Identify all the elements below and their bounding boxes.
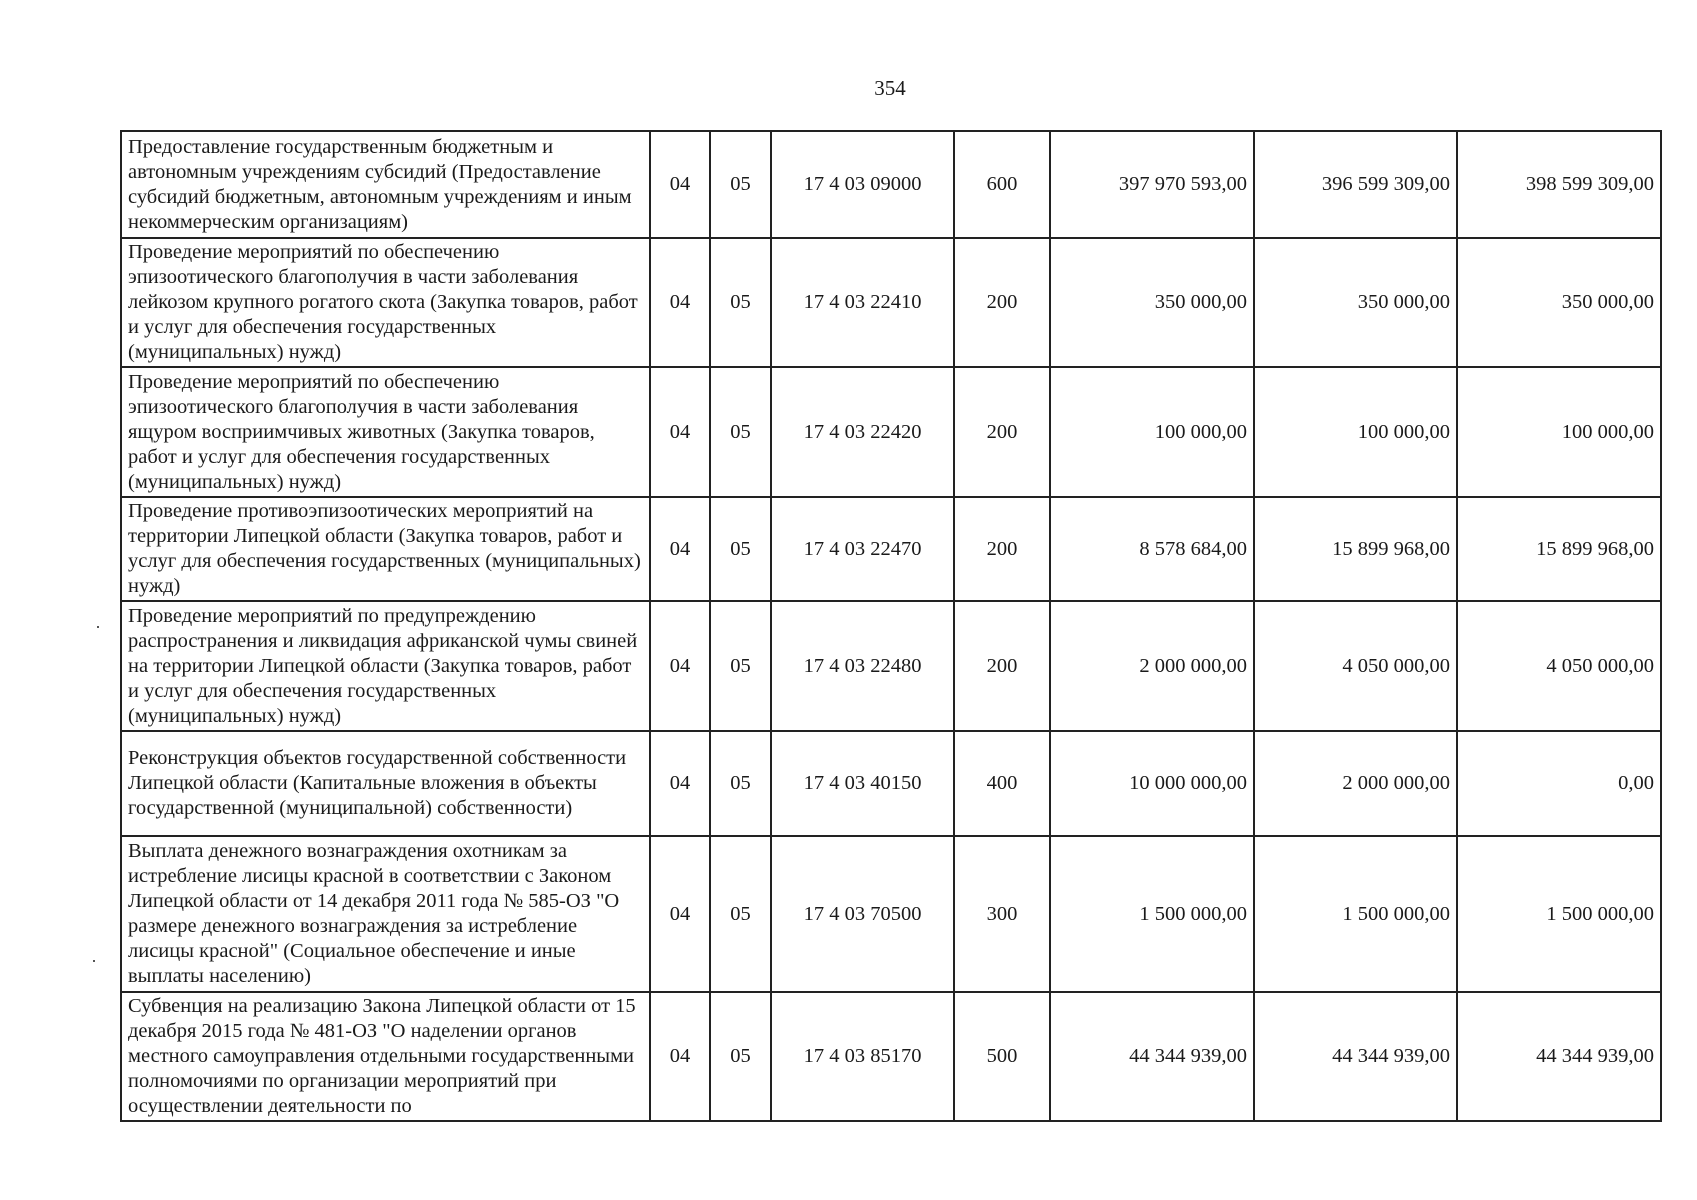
table-row	[121, 238, 1661, 367]
subsection-code: 05	[710, 238, 771, 367]
amount-year-1: 10 000 000,00	[1050, 731, 1254, 836]
section-code: 04	[650, 497, 710, 601]
amount-year-3: 15 899 968,00	[1457, 497, 1661, 601]
expense-type-code: 600	[954, 131, 1050, 238]
row-description: Субвенция на реализацию Закона Липецкой области от 15 декабря 2015 года № 481-ОЗ "О наделении органов местного самоуправления отдельными государственными полномочиями по организации мероприятий при осуществлении деятельности по	[121, 992, 650, 1121]
amount-year-2: 2 000 000,00	[1254, 731, 1457, 836]
subsection-code: 05	[710, 601, 771, 731]
target-code: 17 4 03 22480	[771, 601, 954, 731]
subsection-code: 05	[710, 497, 771, 601]
amount-year-3: 4 050 000,00	[1457, 601, 1661, 731]
target-code: 17 4 03 22410	[771, 238, 954, 367]
amount-year-2: 396 599 309,00	[1254, 131, 1457, 238]
expense-type-code: 300	[954, 836, 1050, 992]
row-description: Проведение мероприятий по обеспечению эпизоотического благополучия в части заболевания ящуром восприимчивых животных (Закупка товаров, работ и услуг для обеспечения государственных (муниципальных) нужд)	[121, 367, 650, 497]
amount-year-3: 398 599 309,00	[1457, 131, 1661, 238]
section-code: 04	[650, 992, 710, 1121]
amount-year-2: 1 500 000,00	[1254, 836, 1457, 992]
table-row	[121, 992, 1661, 1121]
amount-year-2: 15 899 968,00	[1254, 497, 1457, 601]
expense-type-code: 200	[954, 238, 1050, 367]
section-code: 04	[650, 731, 710, 836]
subsection-code: 05	[710, 131, 771, 238]
target-code: 17 4 03 09000	[771, 131, 954, 238]
table-row	[121, 367, 1661, 497]
target-code: 17 4 03 85170	[771, 992, 954, 1121]
subsection-code: 05	[710, 992, 771, 1121]
target-code: 17 4 03 40150	[771, 731, 954, 836]
scan-speck	[97, 626, 99, 628]
subsection-code: 05	[710, 836, 771, 992]
budget-table	[120, 130, 1662, 1122]
section-code: 04	[650, 367, 710, 497]
amount-year-1: 100 000,00	[1050, 367, 1254, 497]
amount-year-3: 350 000,00	[1457, 238, 1661, 367]
amount-year-1: 44 344 939,00	[1050, 992, 1254, 1121]
table-row	[121, 836, 1661, 992]
subsection-code: 05	[710, 731, 771, 836]
section-code: 04	[650, 131, 710, 238]
amount-year-1: 397 970 593,00	[1050, 131, 1254, 238]
row-description: Проведение мероприятий по предупреждению распространения и ликвидация африканской чумы свиней на территории Липецкой области (Закупка товаров, работ и услуг для обеспечения государственных (муниципальных) нужд)	[121, 601, 650, 731]
row-description: Выплата денежного вознаграждения охотникам за истребление лисицы красной в соответствии с Законом Липецкой области от 14 декабря 2011 года № 585-ОЗ "О размере денежного вознаграждения за истребление лисицы красной" (Социальное обеспечение и иные выплаты населению)	[121, 836, 650, 992]
amount-year-3: 0,00	[1457, 731, 1661, 836]
table-row	[121, 497, 1661, 601]
expense-type-code: 200	[954, 497, 1050, 601]
amount-year-2: 350 000,00	[1254, 238, 1457, 367]
expense-type-code: 400	[954, 731, 1050, 836]
subsection-code: 05	[710, 367, 771, 497]
section-code: 04	[650, 836, 710, 992]
table-row	[121, 131, 1661, 238]
amount-year-2: 100 000,00	[1254, 367, 1457, 497]
amount-year-2: 4 050 000,00	[1254, 601, 1457, 731]
section-code: 04	[650, 601, 710, 731]
table-row	[121, 601, 1661, 731]
amount-year-1: 2 000 000,00	[1050, 601, 1254, 731]
amount-year-1: 1 500 000,00	[1050, 836, 1254, 992]
amount-year-3: 44 344 939,00	[1457, 992, 1661, 1121]
amount-year-1: 350 000,00	[1050, 238, 1254, 367]
row-description: Проведение противоэпизоотических мероприятий на территории Липецкой области (Закупка товаров, работ и услуг для обеспечения государственных (муниципальных) нужд)	[121, 497, 650, 601]
amount-year-1: 8 578 684,00	[1050, 497, 1254, 601]
target-code: 17 4 03 22420	[771, 367, 954, 497]
page-number: 354	[874, 76, 906, 100]
amount-year-2: 44 344 939,00	[1254, 992, 1457, 1121]
row-description: Реконструкция объектов государственной собственности Липецкой области (Капитальные вложения в объекты государственной (муниципальной) собственности)	[121, 731, 650, 836]
expense-type-code: 200	[954, 367, 1050, 497]
amount-year-3: 100 000,00	[1457, 367, 1661, 497]
target-code: 17 4 03 70500	[771, 836, 954, 992]
scan-speck	[93, 960, 95, 962]
row-description: Проведение мероприятий по обеспечению эпизоотического благополучия в части заболевания лейкозом крупного рогатого скота (Закупка товаров, работ и услуг для обеспечения государственных (муниципальных) нужд)	[121, 238, 650, 367]
amount-year-3: 1 500 000,00	[1457, 836, 1661, 992]
row-description: Предоставление государственным бюджетным и автономным учреждениям субсидий (Предоставление субсидий бюджетным, автономным учреждениям и иным некоммерческим организациям)	[121, 131, 650, 238]
target-code: 17 4 03 22470	[771, 497, 954, 601]
section-code: 04	[650, 238, 710, 367]
expense-type-code: 200	[954, 601, 1050, 731]
expense-type-code: 500	[954, 992, 1050, 1121]
table-row	[121, 731, 1661, 836]
